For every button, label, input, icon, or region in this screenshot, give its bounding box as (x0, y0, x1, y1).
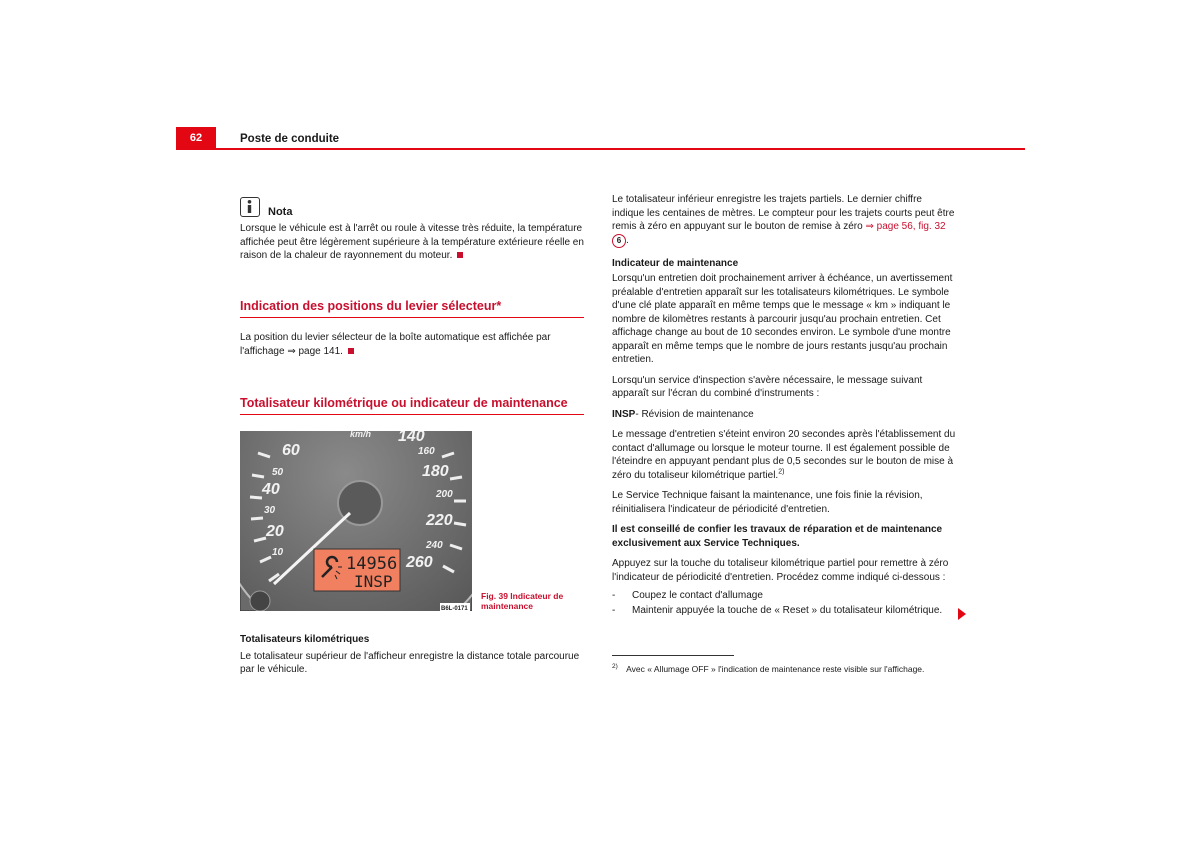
section-title-odometer: Totalisateur kilométrique ou indicateur de maintenance (240, 396, 584, 415)
selector-body: La position du levier sélecteur de la boîte automatique est affichée par l'affichage ⇒ page 141. (240, 332, 551, 357)
continue-arrow-icon (958, 608, 966, 620)
list-item (612, 604, 956, 618)
nota-label: Nota (268, 206, 293, 218)
nota-body: Lorsque le véhicule est à l'arrêt ou roule à vitesse très réduite, la température affichée peut être légèrement supérieure à la température extérieure réelle en raison de la chaleur de rayonnement du moteur. (240, 223, 584, 261)
speed-label: 40 (262, 481, 280, 498)
odometer-subtitle: Totalisateurs kilométriques (240, 634, 370, 645)
list-item-text: Coupez le contact d'allumage (632, 590, 763, 601)
info-icon (240, 197, 260, 217)
speed-label: 140 (398, 431, 425, 445)
list-item (612, 589, 956, 603)
speed-label: 220 (426, 512, 453, 529)
speed-label: 260 (406, 554, 433, 571)
chapter-title: Poste de conduite (240, 133, 340, 145)
footnote-text: Avec « Allumage OFF » l'indication de maintenance reste visible sur l'affichage. (626, 664, 925, 674)
speed-label-small: 30 (264, 505, 276, 516)
odometer-text: Le totalisateur supérieur de l'afficheur enregistre la distance totale parcourue par le véhicule. (240, 650, 580, 675)
speed-label: 20 (266, 523, 284, 540)
reset-text: Appuyez sur la touche du totaliseur kilométrique partiel pour remettre à zéro l'indicateur de périodicité d'entretien. Procédez comme indiqué ci-dessous : (612, 558, 949, 583)
unit-label: km/h (350, 431, 372, 439)
figure-caption-line1: Fig. 39 Indicateur de (481, 591, 564, 601)
speed-label: 60 (282, 442, 300, 459)
display-insp-text: INSP (354, 572, 393, 591)
end-mark-icon (457, 252, 463, 258)
message-off-paragraph (612, 428, 956, 482)
figure-code: B6L-0171 (441, 606, 468, 611)
insp-line (612, 408, 956, 422)
instrument-cluster-figure (240, 431, 472, 611)
speed-label-small: 50 (272, 467, 284, 478)
advice-text: Il est conseillé de confier les travaux de réparation et de maintenance exclusivement aux Service Techniques. (612, 524, 943, 549)
speed-label-small: 10 (272, 547, 284, 558)
list-dash: - (612, 604, 616, 616)
page-reference-link[interactable]: ⇒ page 56, fig. 32 (865, 221, 946, 232)
speed-label-small: 240 (426, 540, 443, 551)
insp-label: INSP (612, 408, 636, 420)
list-item-text: Maintenir appuyée la touche de « Reset » du totalisateur kilométrique. (632, 604, 943, 616)
callout-number: 6 (612, 234, 626, 248)
header-rule (176, 148, 1025, 150)
figure-caption (481, 591, 581, 611)
trip-text: Le totalisateur inférieur enregistre les trajets partiels. Le dernier chiffre indique les centaines de mètres. Le compteur pour les trajets courts peut être remis à zéro en appuyant sur le bouton de remise à zéro (612, 194, 955, 232)
speed-label-small: 200 (436, 489, 453, 500)
nota-text (240, 222, 584, 263)
footnote-mark: 2) (612, 663, 618, 671)
figure-caption-line2: maintenance (481, 601, 533, 611)
list-dash: - (612, 590, 616, 601)
end-mark-icon (348, 348, 354, 354)
speed-label: 180 (422, 463, 449, 480)
display-odometer-value: 14956 (346, 554, 398, 574)
message-off-text: Le message d'entretien s'éteint environ 20 secondes après l'établissement du contact d'allumage ou lorsque le moteur tourne. Il est également possible de l'éteindre en appuyant pendant plus de 0,5 secondes sur le bouton de mise à zéro du totaliseur kilométrique partiel. (612, 429, 956, 481)
insp-description: - Révision de maintenance (635, 408, 754, 420)
service-text: Le Service Technique faisant la maintenance, une fois finie la révision, réinitialisera l'indicateur de périodicité d'entretien. (612, 490, 923, 515)
footnote-rule (612, 655, 734, 656)
footnote (612, 664, 1012, 675)
speed-label-small: 160 (418, 446, 435, 457)
page-number: 62 (189, 132, 203, 144)
odometer-subsection (240, 633, 584, 677)
inspection-text: Lorsqu'un service d'inspection s'avère nécessaire, le message suivant apparaît sur l'écran du combiné d'instruments : (612, 374, 923, 399)
maintenance-subtitle: Indicateur de maintenance (612, 257, 739, 269)
section-selector-text (240, 331, 584, 358)
footnote-ref: 2) (778, 468, 785, 476)
right-column (612, 193, 956, 617)
maintenance-text: Lorsqu'un entretien doit prochainement arriver à échéance, un avertissement préalable d'entretien apparaît sur les totalisateurs kilométriques. Le symbole d'une clé plate apparaît en même temps que le message « km » indiquant le nombre de kilomètres restants à parcourir jusqu'au prochain entretien. Cet affichage change au bout de 10 secondes environ. Le symbole d'une montre apparaît en même temps que le nombre de jours restants jusqu'au prochain entretien. (612, 273, 953, 365)
trip-paragraph: Le totalisateur inférieur enregistre les trajets partiels. Le dernier chiffre indique les centaines de mètres. Le compteur pour les trajets courts peut être remis à zéro en appuyant sur le bouton de remise à zéro ⇒ page 56, fig. 32 6 . (612, 194, 955, 246)
section-title-selector: Indication des positions du levier sélecteur* (240, 299, 584, 318)
